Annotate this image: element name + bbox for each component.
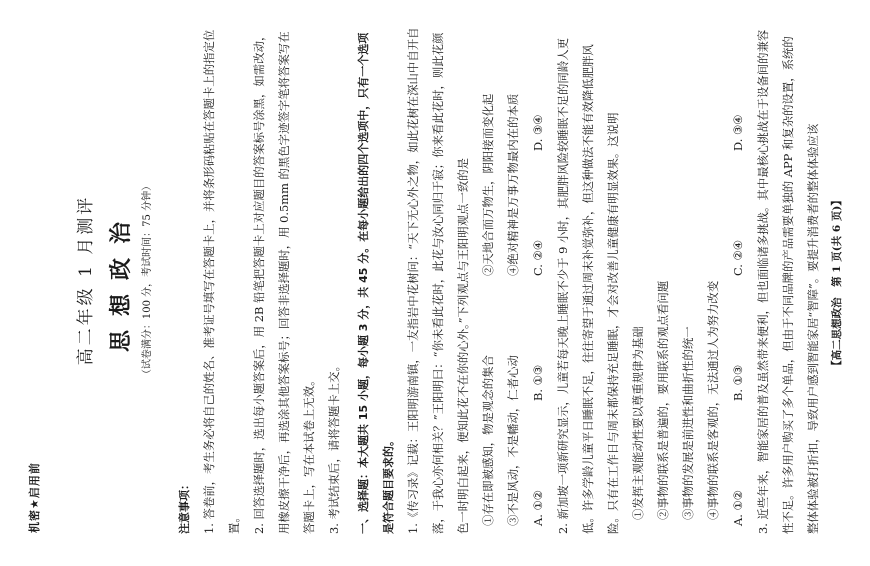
statement-option: ③不是风动，不是幡动，仁者心动 — [506, 355, 520, 526]
secret-label: 机密★启用前 — [28, 462, 41, 533]
notes-block — [172, 26, 347, 534]
note-item: 2. 回答选择题时，选出每小题答案后，用 2B 铅笔把答题卡上对应题目的答案标号涂黑，如需改动，用橡皮擦干净后，再选涂其他答案标号；回答非选择题时，用 0.5mm 的黑色字迹签字笔将答案写在答题卡上，写在本试卷上无效。 — [252, 29, 316, 534]
answer-choice: C. ②④ — [731, 240, 745, 276]
question-stem: 1.《传习录》记载：王阳明游南镇，一友指岩中花树问：“天下无心外之物，如此花树在深山中自开自落，于我心亦何相关？”王阳明曰：“你未看此花时，此花与汝心同归于寂；你来看此花时，则此花颜色一时明白起来，便知此花不在你的心外。”下列观点与王阳明观点一致的是 — [406, 27, 470, 534]
answer-choice: B. ①③ — [731, 364, 745, 401]
exam-meta: （试卷满分：100 分，考试时间：75 分钟） — [142, 180, 153, 380]
statement-option: ④绝对精神是万事万物最内在的本质 — [506, 93, 520, 276]
answer-choice: C. ②④ — [531, 240, 545, 276]
statement-options — [626, 26, 726, 534]
section-heading: 一、选择题：本大题共 15 小题，每小题 3 分，共 45 分。在每小题给出的四个选项中，只有一个选项是符合题目要求的。 — [357, 32, 395, 534]
note-item: 1. 答卷前，考生务必将自己的姓名、准考证号填写在答题卡上，并将条形码粘贴在答题卡上的指定位置。 — [202, 29, 241, 534]
notes-title: 注意事项： — [178, 479, 191, 534]
answer-choice: D. ③④ — [531, 114, 545, 151]
question-2 — [551, 26, 751, 534]
question-3 — [751, 26, 826, 534]
subject-title: 思想政治 — [108, 208, 134, 353]
statement-option: ④事物的联系是客观的，无法通过人为努力改变 — [706, 280, 720, 520]
statement-option: ②天地合而万物生，阴阳接而变化起 — [481, 93, 495, 276]
statement-option: ①存在即被感知，物是观念的集合 — [481, 355, 495, 526]
statement-option: ①发挥主观能动性要以尊重规律为基础 — [631, 326, 645, 520]
question-stem: 2. 新加坡一项新研究显示，儿童若每天晚上睡眠不少于 9 小时，其肥胖风险较睡眠不足的同龄人更低。许多学龄儿童平日睡眠不足，往往寄望于通过周末补觉弥补，但这种做法不能有效降低肥胖风险。只有在工作日与周末都保持充足睡眠，才会对改善儿童健康有明显效果。这说明 — [556, 38, 620, 534]
answer-choices — [526, 26, 551, 534]
answer-choice: A. ①② — [531, 490, 545, 526]
statement-options — [476, 26, 526, 534]
answer-choices — [726, 26, 751, 534]
answer-choice: D. ③④ — [731, 114, 745, 151]
exam-title: 高二年级 1 月测评 — [76, 194, 96, 366]
page-footer: 【高二思想政治 第 1 页(共 6 页)】 — [831, 195, 843, 371]
answer-choice: B. ①③ — [531, 364, 545, 401]
answer-choice: A. ①② — [731, 490, 745, 526]
statement-option: ③事物的发展是前进性和曲折性的统一 — [681, 326, 695, 520]
statement-option: ②事物的联系是普遍的，要用联系的观点看问题 — [656, 280, 670, 520]
question-1 — [401, 26, 551, 534]
note-item: 3. 考试结束后，请将答题卡上交。 — [327, 360, 341, 534]
question-stem: 3. 近些年来，智能家居的普及虽然带来便利，但也面临诸多挑战。其中最核心挑战在于设备间的兼容性不足。许多用户购买了多个单品，但由于不同品牌的产品需要单独的 APP 和复杂的设置，系统的整体体验被打折扣，导致用户感到智能家居“智障”。要提升消费者的整体体验应该 — [756, 29, 820, 534]
